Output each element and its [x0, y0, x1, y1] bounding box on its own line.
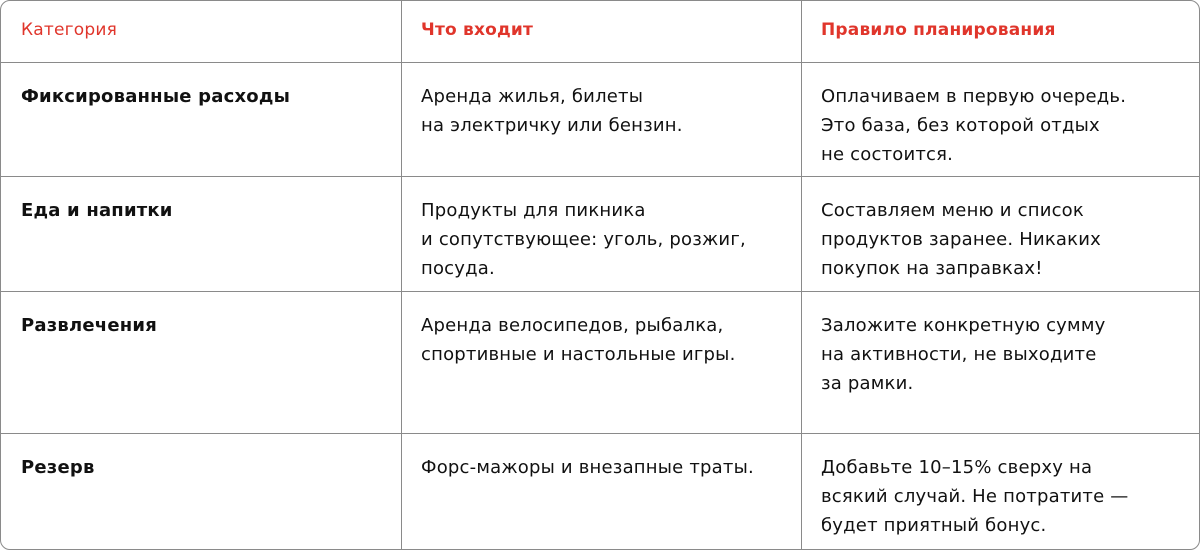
includes-text: и сопутствующее: уголь, розжиг,: [421, 229, 746, 250]
rule-text: Заложите конкретную сумму: [821, 315, 1106, 336]
includes-text: Продукты для пикника: [421, 200, 646, 221]
rule-text: Оплачиваем в первую очередь.: [821, 86, 1127, 107]
rule-text: за рамки.: [821, 373, 914, 394]
rule-text: Это база, без которой отдых: [821, 115, 1100, 136]
table-row: [1, 63, 1199, 177]
table-row: [1, 177, 1199, 292]
header-category: Категория: [1, 1, 402, 62]
header-rule: Правило планирования: [821, 20, 1056, 40]
header-includes: Что входит: [402, 1, 802, 62]
category-label: Резерв: [21, 457, 95, 478]
table-row: [1, 434, 1199, 549]
category-label: Еда и напитки: [21, 200, 173, 221]
includes-text: спортивные и настольные игры.: [421, 344, 736, 365]
rule-text: всякий случай. Не потратите —: [821, 486, 1129, 507]
rule-text: покупок на заправках!: [821, 258, 1043, 279]
table-header-row: [1, 1, 1199, 63]
table-row: [1, 292, 1199, 434]
rule-text: продуктов заранее. Никаких: [821, 229, 1101, 250]
rule-text: Добавьте 10–15% сверху на: [821, 457, 1093, 478]
rule-text: будет приятный бонус.: [821, 515, 1047, 536]
rule-text: на активности, не выходите: [821, 344, 1097, 365]
includes-text: Форс-мажоры и внезапные траты.: [421, 457, 754, 478]
category-label: Фиксированные расходы: [21, 86, 291, 107]
category-label: Развлечения: [21, 315, 157, 336]
includes-text: посуда.: [421, 258, 495, 279]
rule-text: Составляем меню и список: [821, 200, 1084, 221]
includes-text: на электричку или бензин.: [421, 115, 683, 136]
includes-text: Аренда велосипедов, рыбалка,: [421, 315, 724, 336]
rule-text: не состоится.: [821, 144, 954, 165]
includes-text: Аренда жилья, билеты: [421, 86, 644, 107]
